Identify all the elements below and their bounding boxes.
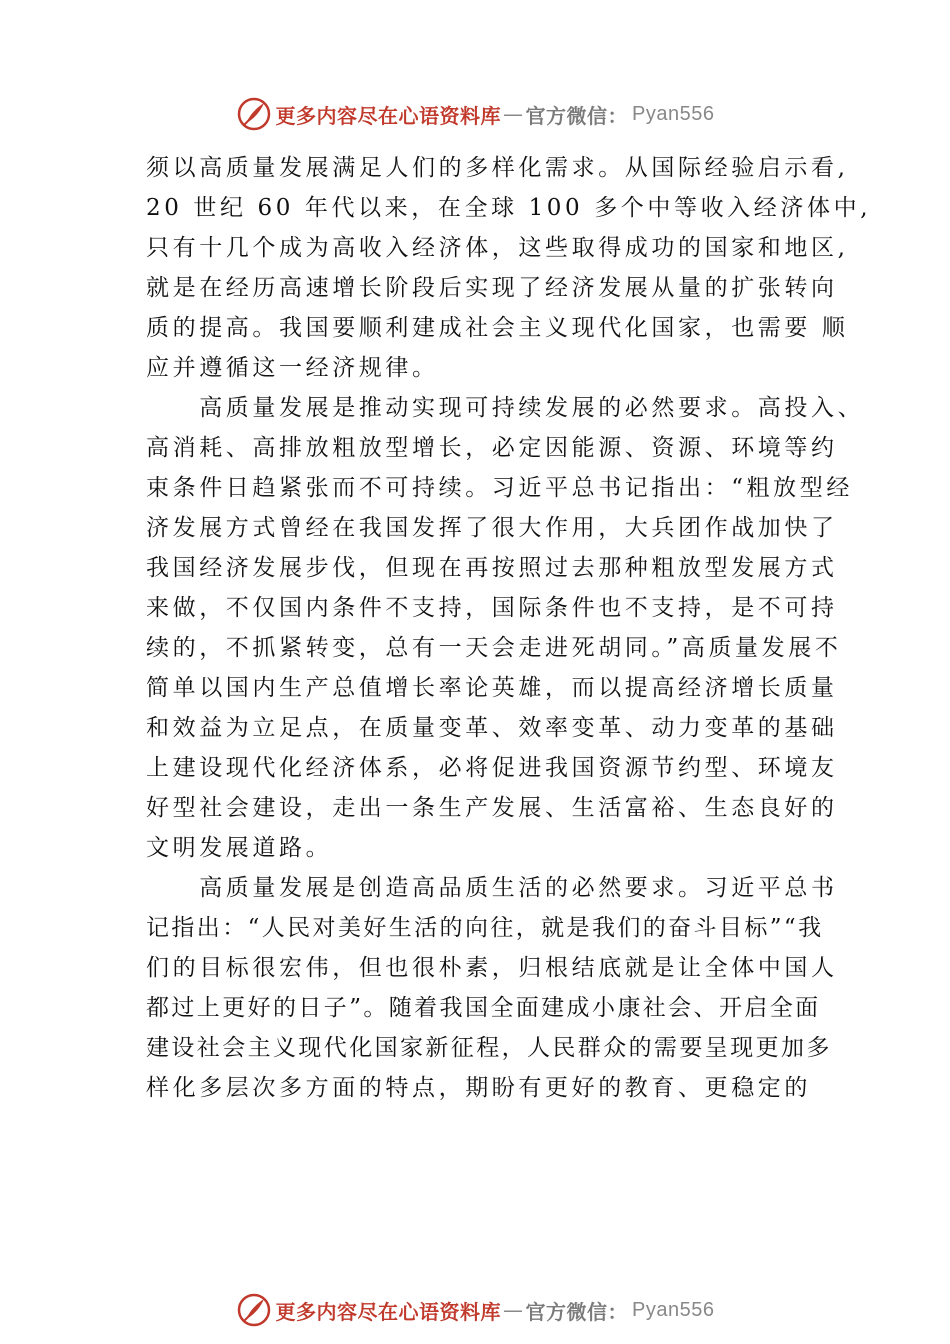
text-line: 文明发展道路。 [146, 835, 333, 861]
watermark-brand: 更多内容尽在心语资料库 [275, 103, 502, 128]
text-line: 高质量发展是推动实现可持续发展的必然要求。高投入、 [146, 395, 865, 421]
text-line: 样化多层次多方面的特点，期盼有更好的教育、更稳定的 [146, 1075, 811, 1101]
header-watermark [0, 94, 950, 134]
text-line: 续的，不抓紧转变，总有一天会走进死胡同。”高质量发展不 [146, 635, 842, 661]
quill-logo-icon [236, 96, 272, 132]
text-line: 来做，不仅国内条件不支持，国际条件也不支持，是不可持 [146, 595, 838, 621]
text-line: 简单以国内生产总值增长率论英雄，而以提高经济增长质量 [146, 675, 838, 701]
text-line: 都过上更好的日子”。随着我国全面建成小康社会、开启全面 [146, 995, 821, 1021]
text-line: 就是在经历高速增长阶段后实现了经济发展从量的扩张转向 [146, 275, 838, 301]
watermark-wechat-id: Pyan556 [632, 1298, 715, 1321]
text-line: 我国经济发展步伐，但现在再按照过去那种粗放型发展方式 [146, 555, 838, 581]
document-body [146, 148, 872, 1108]
watermark-brand: 更多内容尽在心语资料库 [275, 1299, 502, 1324]
text-line: 须以高质量发展满足人们的多样化需求。从国际经验启示看, [146, 155, 849, 181]
text-line: 和效益为立足点，在质量变革、效率变革、动力变革的基础 [146, 715, 838, 741]
text-line: 高质量发展是创造高品质生活的必然要求。习近平总书 [146, 875, 838, 901]
text-line: 只有十几个成为高收入经济体，这些取得成功的国家和地区, [146, 235, 849, 261]
text-line: 好型社会建设，走出一条生产发展、生活富裕、生态良好的 [146, 795, 838, 821]
text-line: 20 世纪 60 年代以来，在全球 100 多个中等收入经济体中, [146, 195, 872, 221]
text-line: 质的提高。我国要顺利建成社会主义现代化国家，也需要 顺 [146, 315, 849, 341]
text-line: 应并遵循这一经济规律。 [146, 355, 439, 381]
text-line: 上建设现代化经济体系，必将促进我国资源节约型、环境友 [146, 755, 838, 781]
text-line: 束条件日趋紧张而不可持续。习近平总书记指出：“粗放型经 [146, 475, 853, 501]
quill-logo-icon [236, 1292, 272, 1328]
watermark-label: 官方微信： [525, 103, 629, 128]
watermark-label: 官方微信： [525, 1299, 629, 1324]
text-line: 们的目标很宏伟，但也很朴素，归根结底就是让全体中国人 [146, 955, 838, 981]
footer-watermark [0, 1290, 950, 1330]
text-line: 高消耗、高排放粗放型增长，必定因能源、资源、环境等约 [146, 435, 838, 461]
watermark-dash: — [503, 102, 524, 126]
text-line: 记指出：“人民对美好生活的向往，就是我们的奋斗目标”“我 [146, 915, 824, 941]
watermark-dash: — [503, 1298, 524, 1322]
text-line: 济发展方式曾经在我国发挥了很大作用，大兵团作战加快了 [146, 515, 838, 541]
watermark-wechat-id: Pyan556 [632, 102, 715, 125]
text-line: 建设社会主义现代化国家新征程，人民群众的需要呈现更加多 [146, 1035, 832, 1061]
